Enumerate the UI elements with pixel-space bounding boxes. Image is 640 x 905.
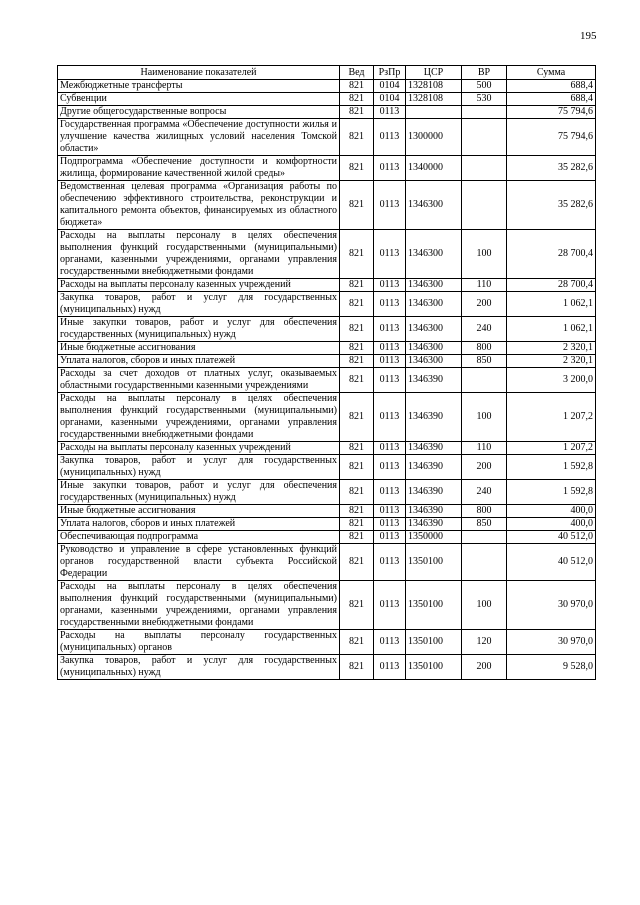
row-csr: 1350000 [406, 531, 462, 544]
row-sum: 1 062,1 [507, 292, 596, 317]
table-row [58, 119, 596, 156]
row-rzpr: 0113 [374, 505, 406, 518]
table-row [58, 368, 596, 393]
row-sum: 28 700,4 [507, 279, 596, 292]
row-sum: 1 592,8 [507, 480, 596, 505]
row-csr: 1346300 [406, 230, 462, 279]
row-name: Уплата налогов, сборов и иных платежей [58, 518, 340, 531]
row-rzpr: 0113 [374, 342, 406, 355]
row-sum: 1 592,8 [507, 455, 596, 480]
row-rzpr: 0113 [374, 393, 406, 442]
row-rzpr: 0113 [374, 518, 406, 531]
row-sum: 688,4 [507, 80, 596, 93]
row-vr: 850 [462, 518, 507, 531]
row-vr: 120 [462, 630, 507, 655]
row-csr: 1350100 [406, 630, 462, 655]
row-ved: 821 [340, 279, 374, 292]
row-ved: 821 [340, 655, 374, 680]
row-name: Межбюджетные трансферты [58, 80, 340, 93]
row-ved: 821 [340, 93, 374, 106]
row-csr: 1350100 [406, 544, 462, 581]
row-name: Иные бюджетные ассигнования [58, 342, 340, 355]
row-vr [462, 544, 507, 581]
row-rzpr: 0113 [374, 119, 406, 156]
row-name: Подпрограмма «Обеспечение доступности и комфортности жилища, формирование качественной жилой среды» [58, 156, 340, 181]
row-name: Субвенции [58, 93, 340, 106]
row-ved: 821 [340, 181, 374, 230]
row-name: Закупка товаров, работ и услуг для государственных (муниципальных) нужд [58, 455, 340, 480]
row-rzpr: 0104 [374, 80, 406, 93]
row-rzpr: 0113 [374, 581, 406, 630]
table-row [58, 518, 596, 531]
table-row [58, 480, 596, 505]
row-ved: 821 [340, 317, 374, 342]
row-rzpr: 0113 [374, 317, 406, 342]
row-vr: 110 [462, 279, 507, 292]
row-name: Расходы на выплаты персоналу государственных (муниципальных) органов [58, 630, 340, 655]
row-rzpr: 0113 [374, 230, 406, 279]
row-sum: 28 700,4 [507, 230, 596, 279]
row-rzpr: 0113 [374, 181, 406, 230]
row-vr [462, 106, 507, 119]
row-vr: 800 [462, 505, 507, 518]
table-row [58, 342, 596, 355]
row-sum: 1 207,2 [507, 442, 596, 455]
header-csr: ЦСР [406, 66, 462, 80]
table-row [58, 106, 596, 119]
row-rzpr: 0113 [374, 368, 406, 393]
row-name: Закупка товаров, работ и услуг для государственных (муниципальных) нужд [58, 292, 340, 317]
row-rzpr: 0113 [374, 355, 406, 368]
table-row [58, 455, 596, 480]
row-csr: 1346390 [406, 368, 462, 393]
row-ved: 821 [340, 156, 374, 181]
row-rzpr: 0113 [374, 480, 406, 505]
row-sum: 30 970,0 [507, 630, 596, 655]
row-csr: 1328108 [406, 93, 462, 106]
row-vr: 200 [462, 655, 507, 680]
row-vr: 100 [462, 393, 507, 442]
row-name: Обеспечивающая подпрограмма [58, 531, 340, 544]
row-rzpr: 0113 [374, 292, 406, 317]
header-vr: ВР [462, 66, 507, 80]
row-csr: 1346300 [406, 292, 462, 317]
row-csr: 1346390 [406, 455, 462, 480]
row-ved: 821 [340, 393, 374, 442]
row-ved: 821 [340, 480, 374, 505]
row-vr: 200 [462, 292, 507, 317]
row-csr: 1346390 [406, 442, 462, 455]
row-csr: 1346300 [406, 279, 462, 292]
row-ved: 821 [340, 355, 374, 368]
table-row [58, 442, 596, 455]
row-csr: 1346390 [406, 480, 462, 505]
table-row [58, 544, 596, 581]
table-row [58, 655, 596, 680]
row-vr: 240 [462, 480, 507, 505]
row-ved: 821 [340, 342, 374, 355]
row-csr: 1346390 [406, 505, 462, 518]
row-ved: 821 [340, 630, 374, 655]
row-csr: 1346300 [406, 181, 462, 230]
row-ved: 821 [340, 455, 374, 480]
table-row [58, 393, 596, 442]
row-ved: 821 [340, 581, 374, 630]
row-ved: 821 [340, 531, 374, 544]
row-sum: 40 512,0 [507, 531, 596, 544]
row-name: Иные закупки товаров, работ и услуг для обеспечения государственных (муниципальных) нужд [58, 317, 340, 342]
row-name: Расходы на выплаты персоналу казенных учреждений [58, 442, 340, 455]
row-rzpr: 0113 [374, 655, 406, 680]
row-name: Иные закупки товаров, работ и услуг для обеспечения государственных (муниципальных) нужд [58, 480, 340, 505]
row-vr [462, 119, 507, 156]
row-rzpr: 0113 [374, 531, 406, 544]
table-row [58, 279, 596, 292]
row-vr: 500 [462, 80, 507, 93]
row-vr: 100 [462, 581, 507, 630]
table-row [58, 93, 596, 106]
table-row [58, 581, 596, 630]
row-sum: 1 207,2 [507, 393, 596, 442]
row-name: Другие общегосударственные вопросы [58, 106, 340, 119]
row-ved: 821 [340, 518, 374, 531]
row-vr: 200 [462, 455, 507, 480]
row-sum: 40 512,0 [507, 544, 596, 581]
row-sum: 1 062,1 [507, 317, 596, 342]
table-row [58, 630, 596, 655]
page-number: 195 [580, 30, 597, 42]
row-sum: 35 282,6 [507, 181, 596, 230]
row-csr: 1346390 [406, 518, 462, 531]
table-row [58, 505, 596, 518]
row-sum: 9 528,0 [507, 655, 596, 680]
row-csr: 1346300 [406, 317, 462, 342]
row-csr: 1350100 [406, 581, 462, 630]
row-vr [462, 156, 507, 181]
row-csr: 1346390 [406, 393, 462, 442]
budget-table [57, 65, 596, 680]
row-vr: 800 [462, 342, 507, 355]
row-csr: 1300000 [406, 119, 462, 156]
row-name: Расходы на выплаты персоналу казенных учреждений [58, 279, 340, 292]
row-vr: 100 [462, 230, 507, 279]
row-rzpr: 0104 [374, 93, 406, 106]
table-header-row [58, 66, 596, 80]
table-row [58, 355, 596, 368]
row-name: Руководство и управление в сфере установленных функций органов государственной власти субъекта Российской Федерации [58, 544, 340, 581]
row-rzpr: 0113 [374, 279, 406, 292]
row-name: Уплата налогов, сборов и иных платежей [58, 355, 340, 368]
row-name: Закупка товаров, работ и услуг для государственных (муниципальных) нужд [58, 655, 340, 680]
table-row [58, 317, 596, 342]
row-vr [462, 368, 507, 393]
row-vr [462, 531, 507, 544]
row-vr: 110 [462, 442, 507, 455]
table-row [58, 292, 596, 317]
header-ved: Вед [340, 66, 374, 80]
row-sum: 75 794,6 [507, 119, 596, 156]
row-vr: 850 [462, 355, 507, 368]
row-name: Расходы на выплаты персоналу в целях обеспечения выполнения функций государственными (муниципальными) органами, казенными учреждениями, органами управления государственными внебюджетными фондами [58, 230, 340, 279]
row-sum: 30 970,0 [507, 581, 596, 630]
row-sum: 3 200,0 [507, 368, 596, 393]
row-sum: 688,4 [507, 93, 596, 106]
header-name: Наименование показателей [58, 66, 340, 80]
row-ved: 821 [340, 80, 374, 93]
row-ved: 821 [340, 368, 374, 393]
row-name: Ведомственная целевая программа «Организация работы по обеспечению эффективного строительства, реконструкции и капитального ремонта объектов, финансируемых из областного бюджета» [58, 181, 340, 230]
row-sum: 2 320,1 [507, 342, 596, 355]
row-ved: 821 [340, 106, 374, 119]
table-row [58, 80, 596, 93]
row-ved: 821 [340, 230, 374, 279]
row-csr [406, 106, 462, 119]
row-vr [462, 181, 507, 230]
row-sum: 2 320,1 [507, 355, 596, 368]
row-sum: 35 282,6 [507, 156, 596, 181]
row-rzpr: 0113 [374, 442, 406, 455]
row-rzpr: 0113 [374, 106, 406, 119]
row-vr: 530 [462, 93, 507, 106]
row-rzpr: 0113 [374, 455, 406, 480]
row-csr: 1328108 [406, 80, 462, 93]
row-ved: 821 [340, 119, 374, 156]
header-sum: Сумма [507, 66, 596, 80]
row-rzpr: 0113 [374, 156, 406, 181]
row-sum: 400,0 [507, 518, 596, 531]
row-rzpr: 0113 [374, 630, 406, 655]
table-row [58, 156, 596, 181]
row-csr: 1346300 [406, 355, 462, 368]
row-sum: 75 794,6 [507, 106, 596, 119]
row-ved: 821 [340, 442, 374, 455]
row-vr: 240 [462, 317, 507, 342]
table-row [58, 181, 596, 230]
table-row [58, 230, 596, 279]
row-csr: 1340000 [406, 156, 462, 181]
header-rzpr: РзПр [374, 66, 406, 80]
row-name: Расходы на выплаты персоналу в целях обеспечения выполнения функций государственными (муниципальными) органами, казенными учреждениями, органами управления государственными внебюджетными фондами [58, 581, 340, 630]
row-csr: 1350100 [406, 655, 462, 680]
row-name: Государственная программа «Обеспечение доступности жилья и улучшение качества жилищных условий населения Томской области» [58, 119, 340, 156]
row-sum: 400,0 [507, 505, 596, 518]
row-rzpr: 0113 [374, 544, 406, 581]
row-ved: 821 [340, 544, 374, 581]
row-name: Иные бюджетные ассигнования [58, 505, 340, 518]
row-name: Расходы на выплаты персоналу в целях обеспечения выполнения функций государственными (муниципальными) органами, казенными учреждениями, органами управления государственными внебюджетными фондами [58, 393, 340, 442]
table-row [58, 531, 596, 544]
row-ved: 821 [340, 292, 374, 317]
row-ved: 821 [340, 505, 374, 518]
row-name: Расходы за счет доходов от платных услуг, оказываемых областными государственными казенными учреждениями [58, 368, 340, 393]
row-csr: 1346300 [406, 342, 462, 355]
